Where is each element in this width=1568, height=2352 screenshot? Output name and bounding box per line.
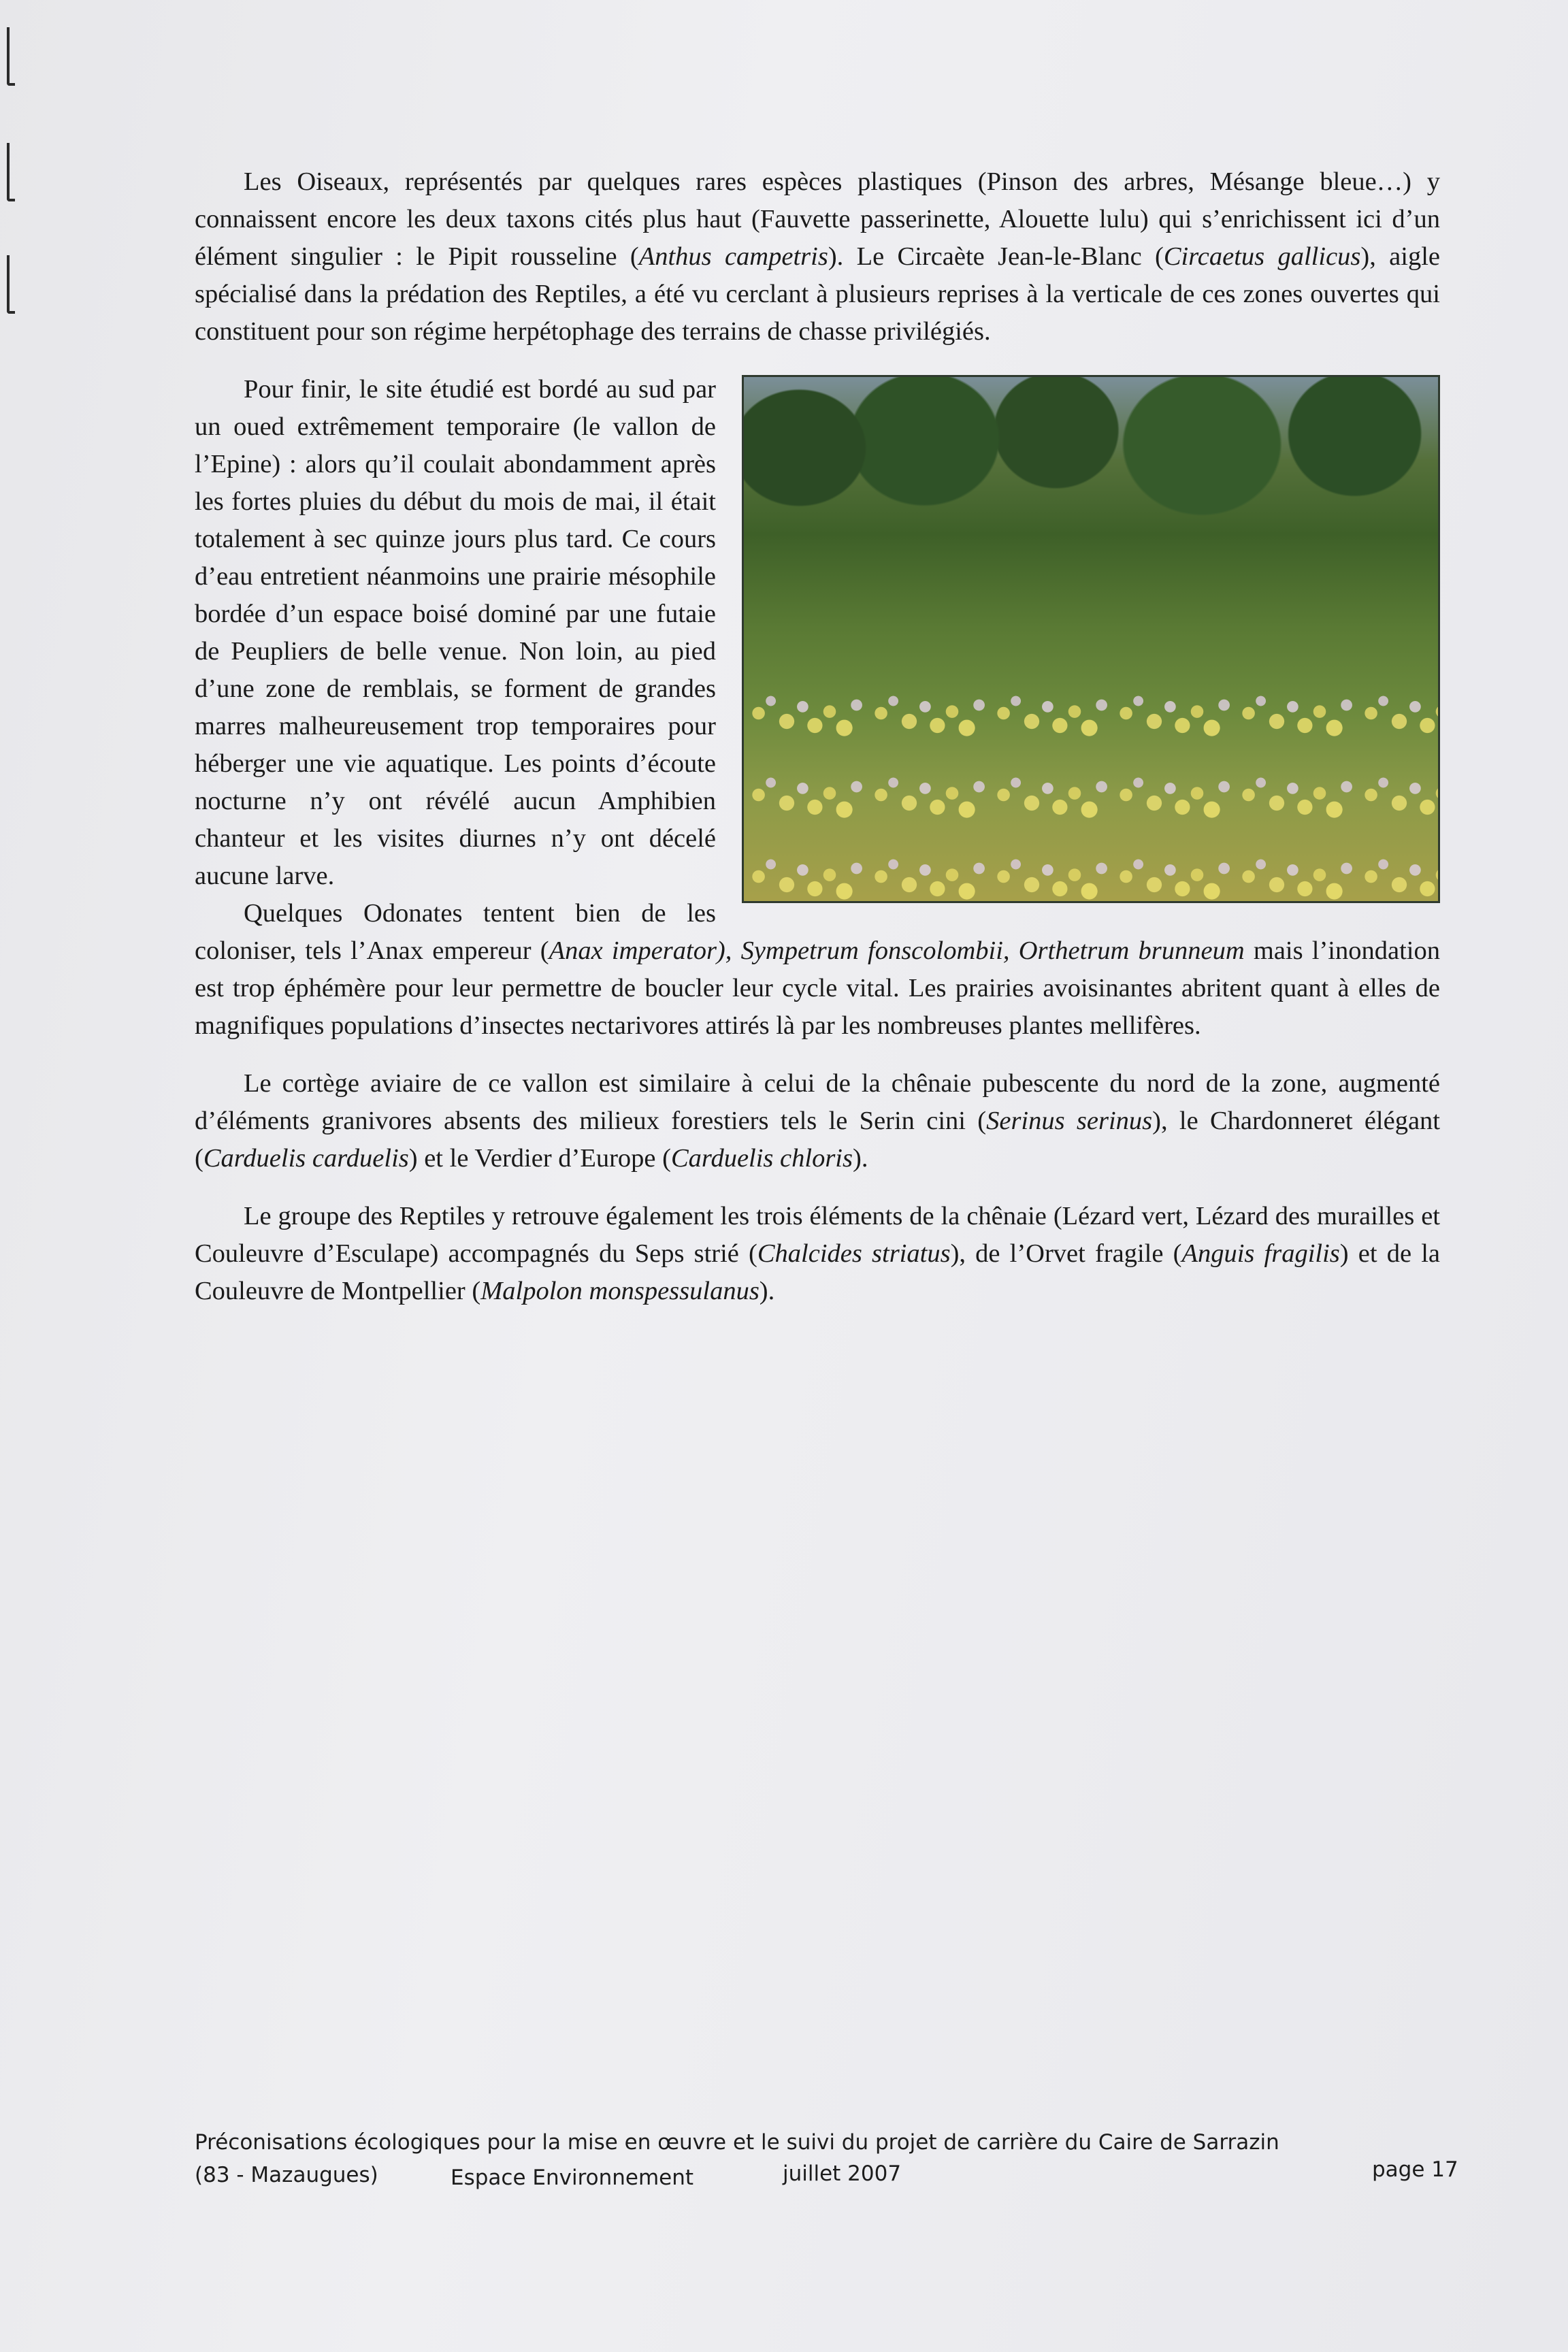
- footer-location: (83 - Mazaugues): [195, 2163, 378, 2187]
- binding-mark: [7, 143, 15, 201]
- binding-mark: [7, 27, 15, 86]
- tree-line: [744, 377, 1438, 554]
- binding-mark: [7, 255, 15, 314]
- paragraph-birds: Les Oiseaux, représentés par quelques rares espèces plastiques (Pinson des arbres, Mésange bleue…) y connaissent encore les deux taxons cités plus haut (Fauvette passerinette, Alouette lulu) qui s’enrichissent ici d’un élément singulier : le Pipit rousseline (Anthus campetris). Le Circaète Jean-le-Blanc (Circaetus gallicus), aigle spécialisé dans la prédation des Reptiles, a été vu cerclant à plusieurs reprises à la verticale de ces zones ouvertes qui constituent pour son régime herpétophage des terrains de chasse privilégiés.: [195, 167, 1440, 346]
- flower-meadow: [744, 656, 1438, 901]
- meadow-photo: [742, 375, 1440, 903]
- footer-date: juillet 2007: [783, 2161, 902, 2186]
- page-number: page 17: [1372, 2157, 1458, 2182]
- body-text: [195, 163, 1440, 1330]
- paragraph-avian: Le cortège aviaire de ce vallon est similaire à celui de la chênaie pubescente du nord de la zone, augmenté d’éléments granivores absents des milieux forestiers tels le Serin cini (Serinus serinus), le Chardonneret élégant (Carduelis carduelis) et le Verdier d’Europe (Carduelis chloris).: [195, 1069, 1441, 1173]
- paragraph-stream: Pour finir, le site étudié est bordé au sud par un oued extrêmement temporaire (le vallon de l’Epine) : alors qu’il coulait abondamment après les fortes pluies du début du mois de mai, il était totalement à sec quinze jours plus tard. Ce cours d’eau entretient néanmoins une prairie mésophile bordée d’un espace boisé dominé par une futaie de Peupliers de belle venue. Non loin, au pied d’une zone de remblais, se forment de grandes marres malheureusement trop temporaires pour héberger une vie aquatique. Les points d’écoute nocturne n’y ont révélé aucun Amphibien chanteur et les visites diurnes n’y ont décelé aucune larve.: [195, 371, 1440, 895]
- paragraph-odonates: Quelques Odonates tentent bien de les coloniser, tels l’Anax empereur (Anax imperator), Sympetrum fonscolombii, Orthetrum brunneum mais l’inondation est trop éphémère pour leur permettre de boucler leur cycle vital. Les prairies avoisinantes abritent quant à elles de magnifiques populations d’insectes nectarivores attirés là par les nombreuses plantes mellifères.: [195, 899, 1440, 1040]
- footer-title: Préconisations écologiques pour la mise en œuvre et le suivi du projet de carrière du Caire de Sarrazin: [195, 2130, 1279, 2155]
- paragraph-reptiles: Le groupe des Reptiles y retrouve également les trois éléments de la chênaie (Lézard vert, Lézard des murailles et Couleuvre d’Esculape) accompagnés du Seps strié (Chalcides striatus), de l’Orvet fragile (Anguis fragilis) et de la Couleuvre de Montpellier (Malpolon monspessulanus).: [195, 1202, 1440, 1305]
- footer-organization: Espace Environnement: [451, 2166, 694, 2190]
